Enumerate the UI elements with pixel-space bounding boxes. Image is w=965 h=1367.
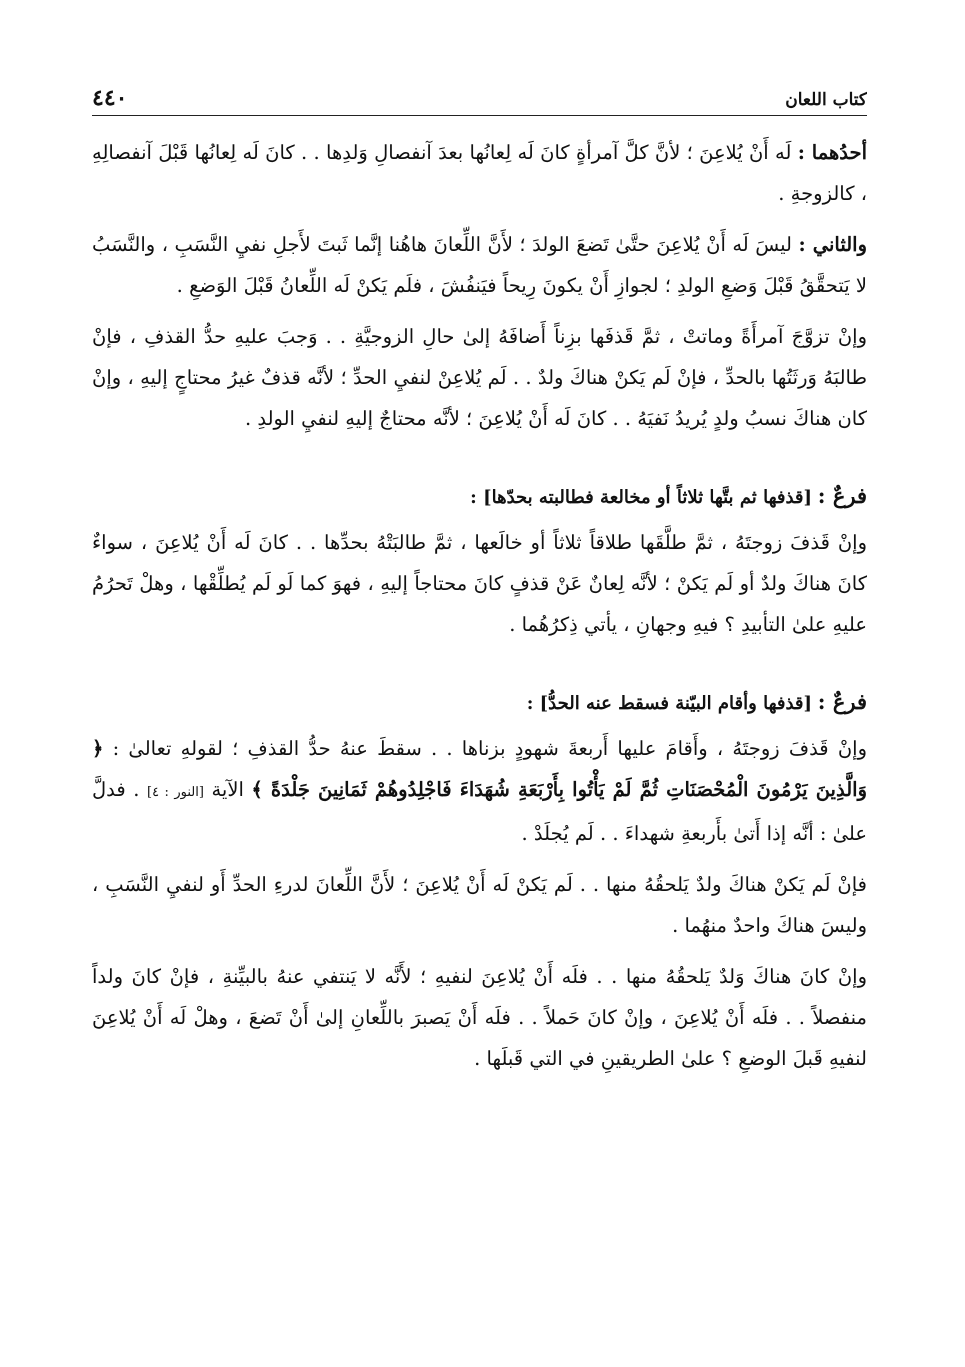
paragraph-lead: أحدُهما : [797, 141, 867, 164]
section-heading-2 [92, 681, 867, 724]
running-title: كتاب اللعان [785, 90, 867, 110]
paragraph-evidence [92, 728, 867, 854]
paragraph-first-opinion [92, 132, 867, 214]
section-heading-text: [قذفها وأقام البيّنة فسقط عنه الحدُّ] : [526, 693, 813, 714]
paragraph-text: وإنْ تزوَّجَ آمرأَةً وماتتْ ، ثمَّ قَذفَها بزِناً أَضافَهُ إلىٰ حالِ الزوجيَّةِ . . وَجبَ عليهِ حدُّ القذفِ ، فإنْ طالبَهُ وَرثَتُها بالحدِّ ، فإنْ لَم يَكنْ هناكَ ولدٌ . . لَم يُلاعِنْ لنفيِ الحدِّ ؛ لأنَّه قذفٌ غيرُ محتاجٍ إليهِ ، وإنْ كان هناكَ نسبُ ولدٍ يُريدُ نَفيَهُ . . كانَ لَه أَنْ يُلاعِنَ ؛ لأنَّه محتاجٌ إليهِ لنفيِ الولدِ . [92, 325, 867, 430]
paragraph-remarriage [92, 316, 867, 439]
paragraph-with-child [92, 956, 867, 1079]
far-label: فرعٌ : [817, 483, 867, 508]
document-page [92, 72, 867, 1342]
quran-verse: ﴿ وَالَّذِينَ يَرْمُونَ الْمُحْصَنَاتِ ثُمَّ لَمْ يَأْتُوا بِأَرْبَعَةِ شُهَدَاءَ فَاجْلِدُوهُمْ ثَمَانِينَ جَلْدَةً ﴾ [92, 737, 867, 801]
paragraph-lead: والثاني : [798, 233, 867, 256]
paragraph-text: فإنْ لَم يَكنْ هناكَ ولدٌ يَلحقُهُ منها . . لَم يَكنْ لَه أَنْ يُلاعِنَ ؛ لأَنَّ اللِّعانَ لدرءِ الحدِّ أَو لنفيِ النَّسَبِ ، وليسَ هناكَ واحدٌ منهُما . [92, 873, 867, 937]
paragraph-text: وإنْ قَذفَ زوجتَهُ ، وأَقامَ عليها أَربعةَ شهودٍ بزناها . . سقطَ عنهُ حدُّ القذفِ ؛ لقولهِ تعالىٰ : [112, 737, 867, 760]
paragraph-divorce [92, 522, 867, 645]
paragraph-no-child [92, 864, 867, 946]
verse-suffix: الآية [211, 778, 244, 801]
far-label: فرعٌ : [817, 689, 867, 714]
section-heading-text: [قذفها ثم بتَّها ثلاثاً أو مخالعة فطالبته بحدّها] : [470, 487, 813, 508]
paragraph-text: ليسَ لَه أَنْ يُلاعِنَ حتَّىٰ تَضعَ الولدَ ؛ لأَنَّ اللِّعانَ هاهُنا إنَّما ثَبتَ لأَجلِ نفيِ النَّسَبِ ، والنَّسَبُ لا يَتحقَّقُ قَبْلَ وَضعِ الولدِ ؛ لجوازِ أَنْ يكونَ رِيحاً فيَنفُشَ ، فلَم يَكنْ لَه اللِّعانُ قَبْلَ الوَضعِ . [92, 233, 867, 297]
paragraph-text: وإنْ كانَ هناكَ وَلدٌ يَلحقُهُ منها . . فلَه أَنْ يُلاعِنَ لنفيهِ ؛ لأَنَّه لا يَنتفي عنهُ بالبيِّنةِ ، فإنْ كانَ ولداً منفصلاً . . فلَه أَنْ يُلاعِنَ ، وإنْ كانَ حَملاً . . فلَه أَنْ يَصبرَ باللِّعانِ إلىٰ أَنْ تَضعَ ، وهلْ لَه أَنْ يُلاعِنَ لنفيهِ قَبلَ الوضعِ ؟ علىٰ الطريقينِ في التي قَبلَها . [92, 965, 867, 1070]
paragraph-text: وإنْ قَذفَ زوجتَهُ ، ثمَّ طلَّقَها طلاقاً ثلاثاً أو خالَعها ، ثمَّ طالبَتْهُ بحدِّها . . كانَ لَه أَنْ يُلاعِنَ ، سواءٌ كانَ هناكَ ولدٌ أو لَم يَكنْ ؛ لأنَّه لِعانٌ عَنْ قذفٍ كانَ محتاجاً إليهِ ، فهوَ كما لَو لَم يُطلِّقْها ، وهلْ تَحرُمُ عليهِ علىٰ التأبيدِ ؟ فيهِ وجهانِ ، يأتي ذِكرُهُما . [92, 531, 867, 636]
paragraph-text: . فدلَّ علىٰ : أنَّه إذا أَتىٰ بأَربعةِ شهداءَ . . لَم يُجلَدْ . [92, 778, 867, 845]
page-content [92, 132, 867, 1079]
page-header [92, 72, 867, 116]
verse-reference: [النور : ٤] [146, 785, 204, 800]
page-number: ٤٤٠ [92, 85, 128, 111]
paragraph-second-opinion [92, 224, 867, 306]
paragraph-text: لَه أَنْ يُلاعِنَ ؛ لأنَّ كلَّ آمرأةٍ كانَ لَه لِعانُها بعدَ آنفصالِ وَلدِها . . كانَ لَه لِعانُها قَبْلَ آنفصالِهِ ، كالزوجةِ . [92, 141, 867, 205]
section-heading-1 [92, 475, 867, 518]
